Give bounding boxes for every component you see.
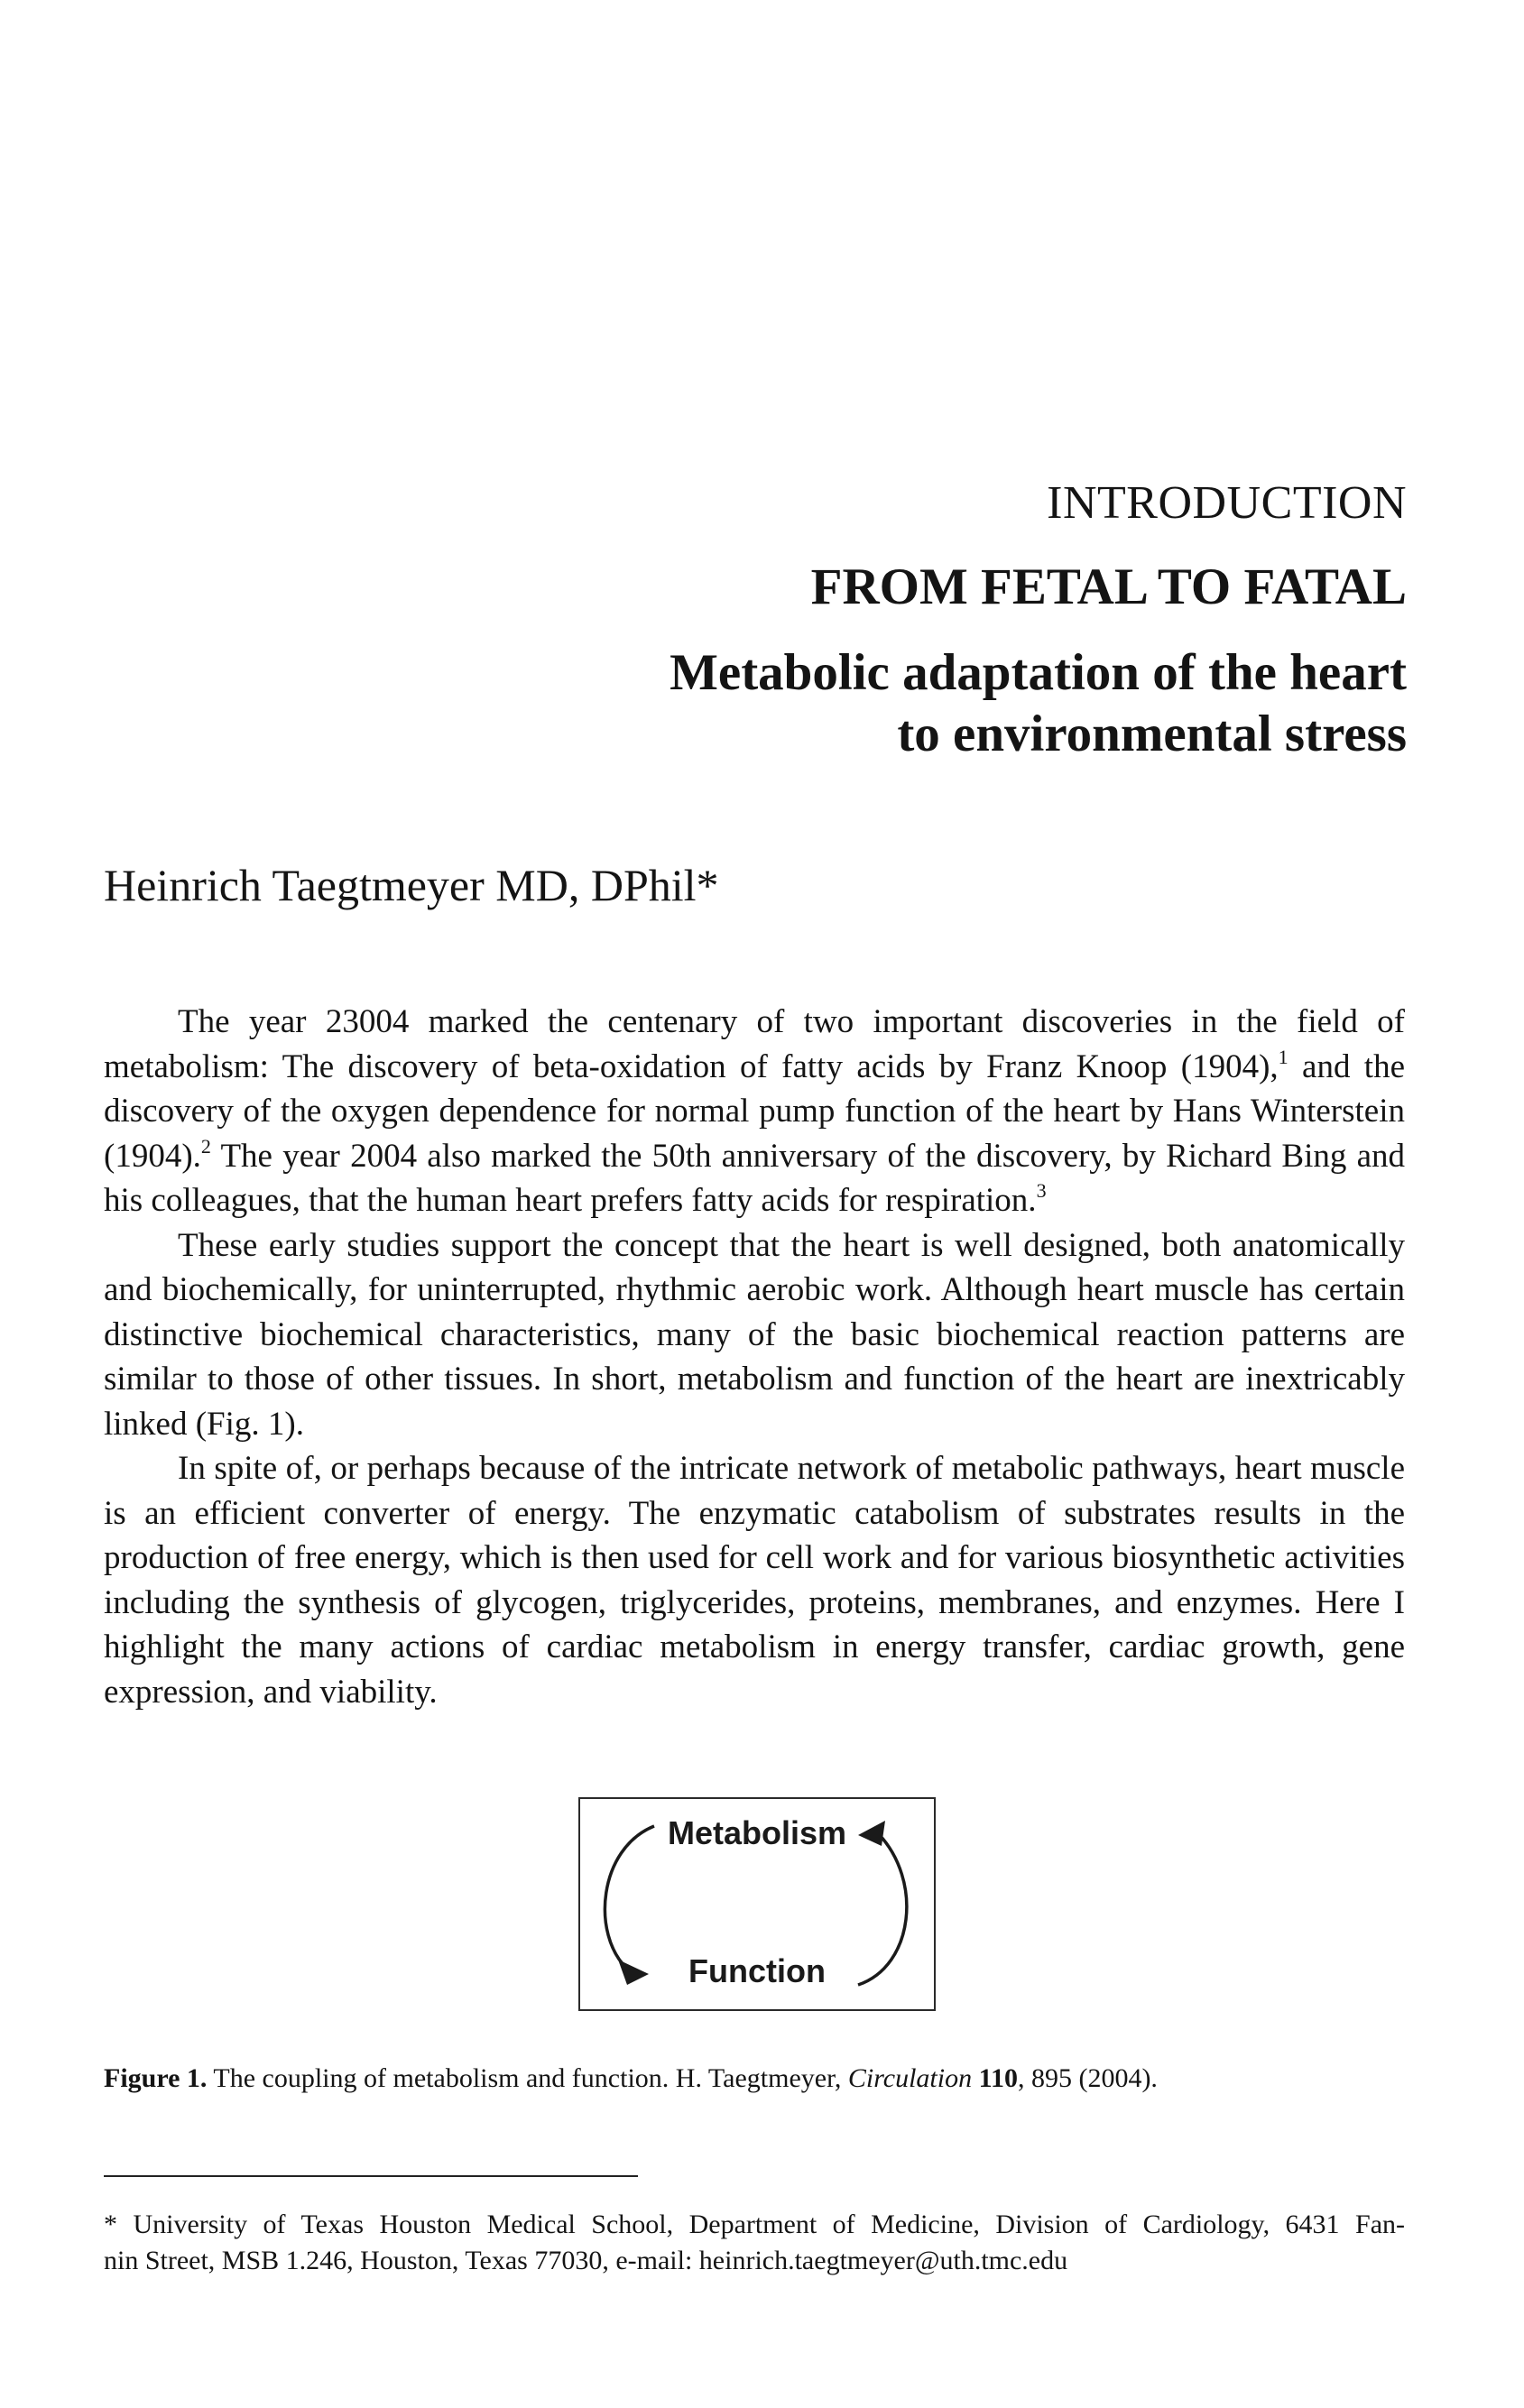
body-text bbox=[104, 1000, 1405, 1714]
figure-1-diagram bbox=[578, 1797, 936, 2011]
paragraph-1-part-c: The year 2004 also marked the 50th anniversary of the discovery, by Richard Bing and his colleagues, that the human heart prefers fatty acids for respiration. bbox=[104, 1137, 1405, 1219]
subtitle bbox=[670, 642, 1407, 765]
affiliation-footnote bbox=[104, 2207, 1405, 2279]
metabolism-label: Metabolism bbox=[667, 1814, 847, 1851]
figure-caption bbox=[104, 2063, 1158, 2094]
paragraph-1 bbox=[104, 1000, 1405, 1223]
footnote-line-1: * University of Texas Houston Medical School, Department of Medicine, Division of Cardiology, 6431 Fan- bbox=[104, 2210, 1405, 2239]
right-arrowhead-icon bbox=[858, 1821, 885, 1846]
reference-2: 2 bbox=[200, 1134, 211, 1158]
function-label: Function bbox=[688, 1952, 826, 1989]
section-label: INTRODUCTION bbox=[1047, 477, 1407, 529]
caption-figure-label: Figure 1. bbox=[104, 2063, 208, 2093]
footnote-line-2: nin Street, MSB 1.246, Houston, Texas 77030, e-mail: heinrich.taegtmeyer@uth.tmc.edu bbox=[104, 2246, 1068, 2275]
paragraph-3: In spite of, or perhaps because of the intricate network of metabolic pathways, heart muscle is an efficient converter of energy. The enzymatic catabolism of substrates results in the production of free energy, which is then used for cell work and for various biosynthetic activities including the synthesis of glycogen, triglycerides, proteins, membranes, and enzymes. Here I highlight the many actions of cardiac metabolism in energy transfer, cardiac growth, gene expression, and viability. bbox=[104, 1450, 1405, 1711]
subtitle-line-1: Metabolic adaptation of the heart bbox=[670, 644, 1407, 701]
caption-text-b: , 895 (2004). bbox=[1017, 2063, 1158, 2093]
reference-3: 3 bbox=[1036, 1179, 1047, 1202]
footnote-divider bbox=[104, 2175, 638, 2177]
cycle-diagram bbox=[580, 1799, 934, 2009]
main-title: FROM FETAL TO FATAL bbox=[810, 558, 1407, 615]
paragraph-2: These early studies support the concept that the heart is well designed, both anatomically and biochemically, for uninterrupted, rhythmic aerobic work. Although heart muscle has certain distinctive biochemical characteristics, many of the basic biochemical reaction patterns are similar to those of other tissues. In short, metabolism and function of the heart are inextricably linked (Fig. 1). bbox=[104, 1226, 1405, 1443]
right-cycle-arrow bbox=[858, 1833, 907, 1985]
reference-1: 1 bbox=[1278, 1045, 1288, 1068]
author-name: Heinrich Taegtmeyer MD, DPhil* bbox=[104, 860, 719, 910]
caption-volume: 110 bbox=[978, 2063, 1018, 2093]
caption-journal: Circulation bbox=[847, 2063, 973, 2093]
left-cycle-arrow bbox=[605, 1826, 654, 1969]
subtitle-line-2: to environmental stress bbox=[897, 706, 1407, 762]
caption-text-a: The coupling of metabolism and function. H. Taegtmeyer, bbox=[207, 2063, 848, 2093]
left-arrowhead-icon bbox=[618, 1960, 649, 1985]
paragraph-1-part-b: and the discovery of the oxygen dependence for normal pump function of the heart by Hans Winterstein (1904). bbox=[104, 1047, 1406, 1175]
paragraph-1-part-a: The year 23004 marked the centenary of two important discoveries in the field of metabolism: The discovery of beta-oxidation of fatty acids by Franz Knoop (1904), bbox=[104, 1003, 1405, 1085]
